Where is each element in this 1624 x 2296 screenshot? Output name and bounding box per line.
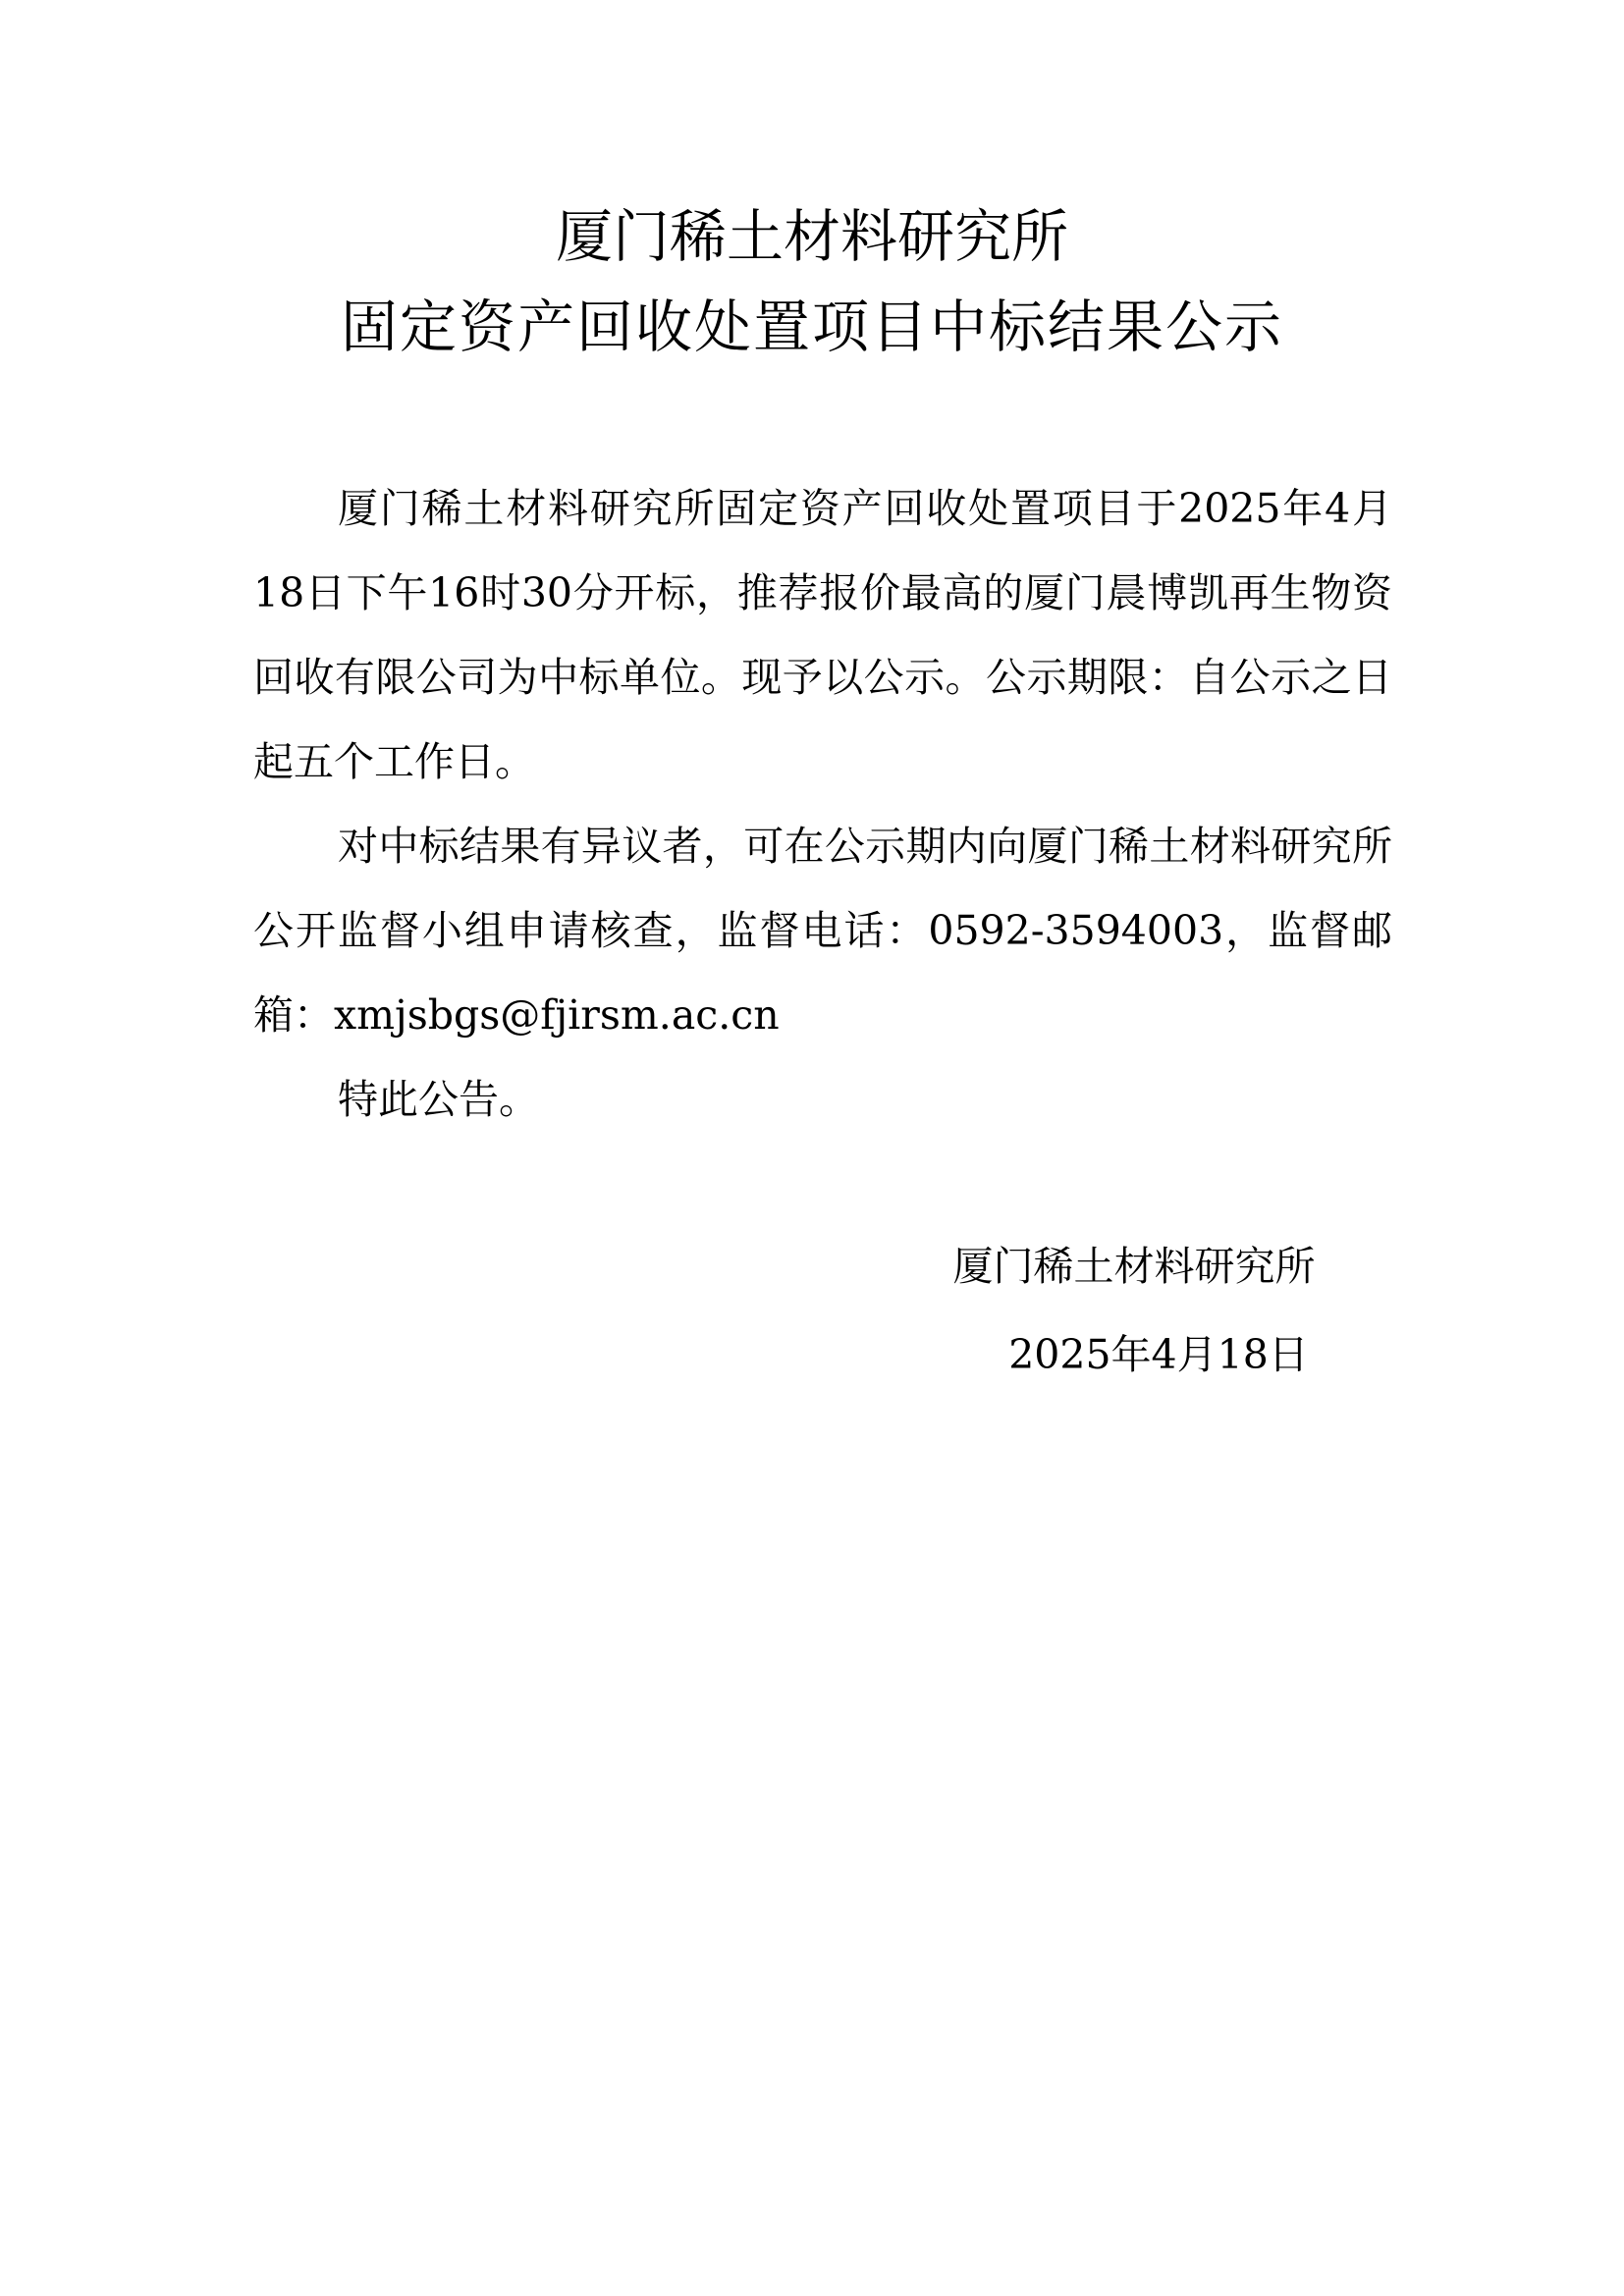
paragraph-closing: 特此公告。 bbox=[338, 1076, 539, 1123]
document-title-line-2: 固定资产回收处置项目中标结果公示 bbox=[340, 294, 1283, 360]
signature-date: 2025年4月18日 bbox=[1008, 1331, 1309, 1378]
paragraph-announcement: 厦门稀土材料研究所固定资产回收处置项目于2025年4月18日下午16时30分开标，推荐报价最高的厦门晨博凯再生物资回收有限公司为中标单位。现予以公示。公示期限：自公示之日起五个工作日。 bbox=[253, 485, 1392, 785]
document-body bbox=[253, 466, 1392, 1142]
paragraph-objection: 对中标结果有异议者，可在公示期内向厦门稀土材料研究所公开监督小组申请核查，监督电话：0592-3594003，监督邮箱：xmjsbgs@fjirsm.ac.cn bbox=[253, 823, 1392, 1039]
signature-organization: 厦门稀土材料研究所 bbox=[952, 1243, 1316, 1290]
document-title-line-1: 厦门稀土材料研究所 bbox=[555, 203, 1068, 270]
